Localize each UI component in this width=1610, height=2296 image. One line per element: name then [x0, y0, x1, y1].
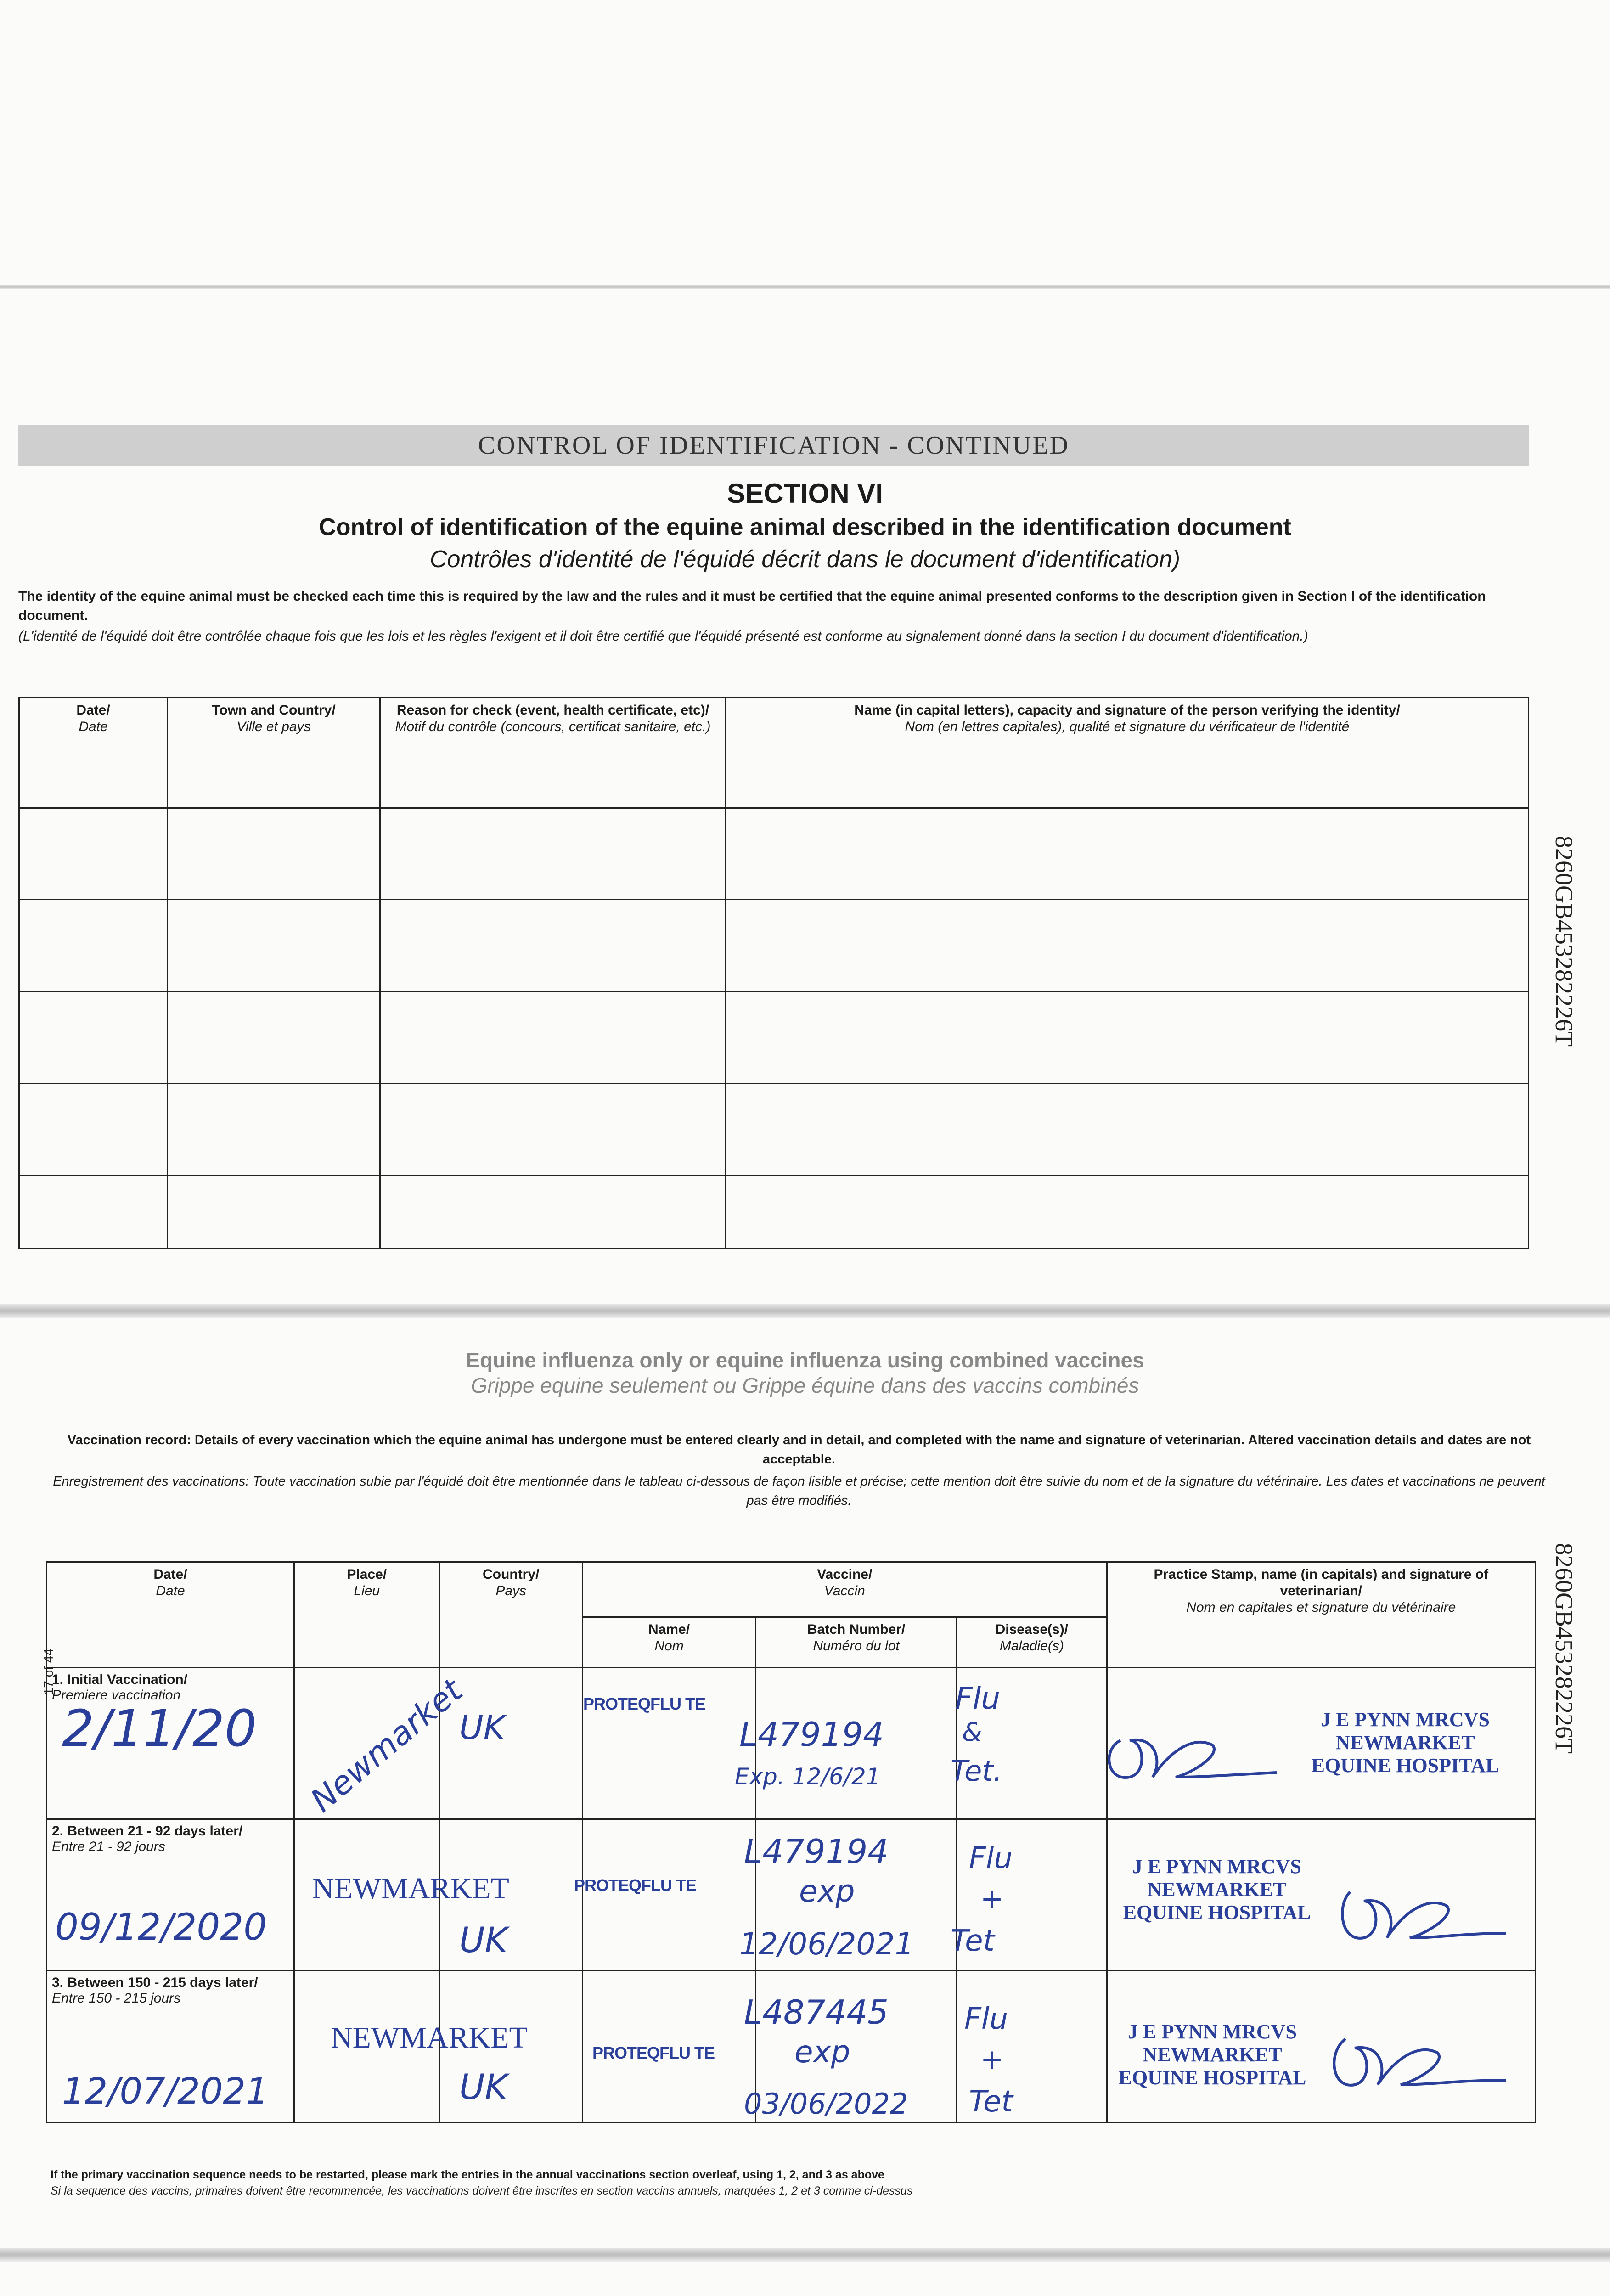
row1-disease-1: Flu [955, 1681, 1001, 1716]
row1-disease-2: & [962, 1717, 982, 1747]
row2-vaccine: PROTEQFLU TE [574, 1876, 696, 1895]
page-fold-bottom [0, 2248, 1610, 2262]
row2-expiry: 12/06/2021 [739, 1926, 914, 1962]
side-code-bottom: 8260GB453282226T [1550, 1543, 1578, 1754]
section-vii-title-en: Equine influenza only or equine influenza using combined vaccines [466, 1348, 1144, 1372]
table-row [19, 808, 1529, 900]
row2-batch: L479194 [744, 1832, 889, 1871]
row3-expiry-label: exp [794, 2034, 850, 2070]
row1-place: Newmarket [303, 1671, 470, 1820]
row1-batch: L479194 [739, 1715, 884, 1754]
section-vi-instruction-en: The identity of the equine animal must be checked each time this is required by the law and the rules and it must be certified that the equine animal presented conforms to the description given in Section I of the identification document. [18, 589, 1486, 623]
row1-date: 2/11/20 [62, 1699, 257, 1758]
row3-country: UK [459, 2066, 508, 2107]
row1-signature-icon [1093, 1708, 1286, 1800]
identity-check-table [18, 697, 1529, 1249]
row3-disease-2: + [980, 2043, 1004, 2076]
vcol-vaccine: Vaccine/ Vaccin [582, 1562, 1107, 1617]
section-vi-subtitle-en: Control of identification of the equine animal described in the identification document [319, 514, 1291, 540]
table-row [19, 900, 1529, 992]
vcol-name: Name/ Nom [582, 1617, 755, 1668]
section-vii-title-fr: Grippe equine seulement ou Grippe équine dans des vaccins combinés [471, 1373, 1139, 1397]
vcol-place: Place/ Lieu [294, 1562, 439, 1668]
footer-note-fr: Si la sequence des vaccins, primaires doivent être recommencée, les vaccinations doivent être inscrites en section vaccins annuels, marquées 1, 2 et 3 comme ci-dessus [51, 2184, 913, 2197]
col-verifier: Name (in capital letters), capacity and signature of the person verifying the identity/ Nom (en lettres capitales), qualité et signature du vérificateur de l'identité [726, 698, 1529, 808]
row2-disease-3: Tet [951, 1924, 995, 1958]
row2-practice-stamp: J E PYNN MRCVS NEWMARKET EQUINE HOSPITAL [1123, 1855, 1311, 1924]
vaccination-record-en: Vaccination record: Details of every vaccination which the equine animal has undergone must be entered clearly and in detail, and completed with the name and signature of veterinarian. Altered vaccination details and dates are not acceptable. [67, 1433, 1531, 1467]
section-vi-title: SECTION VI [726, 478, 884, 509]
row2-signature-icon [1332, 1864, 1515, 1956]
row2-disease-1: Flu [969, 1841, 1013, 1875]
page-fold-middle [0, 1304, 1610, 1318]
section-banner [18, 425, 1529, 466]
vcol-batch: Batch Number/ Numéro du lot [756, 1617, 957, 1668]
row3-label: 3. Between 150 - 215 days later/ Entre 150 - 215 jours [47, 1971, 294, 2122]
page-number: 17 of 44 [41, 1649, 56, 1695]
table-row [19, 992, 1529, 1084]
banner-text: CONTROL OF IDENTIFICATION - CONTINUED [478, 431, 1070, 460]
row2-date: 09/12/2020 [55, 1906, 267, 1948]
row2-country: UK [459, 1919, 508, 1960]
row2-expiry-label: exp [799, 1874, 855, 1909]
row2-place: NEWMARKET [312, 1872, 509, 1905]
col-reason: Reason for check (event, health certificate, etc)/ Motif du contrôle (concours, certificat sanitaire, etc.) [380, 698, 726, 808]
row1-expiry: Exp. 12/6/21 [735, 1763, 881, 1790]
vcol-date: Date/ Date [47, 1562, 294, 1668]
row3-date: 12/07/2021 [62, 2071, 269, 2112]
vcol-country: Country/ Pays [439, 1562, 582, 1668]
page-fold-top [0, 285, 1610, 289]
row3-disease-3: Tet [969, 2085, 1013, 2119]
row2-label: 2. Between 21 - 92 days later/ Entre 21 - 92 jours [47, 1819, 294, 1971]
vcol-stamp: Practice Stamp, name (in capitals) and signature of veterinarian/ Nom en capitales et signature du vétérinaire [1107, 1562, 1535, 1668]
row3-disease-1: Flu [964, 2002, 1008, 2036]
row1-country: UK [459, 1708, 505, 1747]
row1-vaccine: PROTEQFLU TE [583, 1694, 705, 1713]
col-date: Date/ Date [19, 698, 168, 808]
vaccination-record-fr: Enregistrement des vaccinations: Toute vaccination subie par l'équidé doit être mentionnée dans le tableau ci-dessous de façon lisible et précise; cette mention doit être suivie du nom et de la signature du vétérinaire. Les dates et vaccinations ne peuvent pas être modifiés. [53, 1474, 1545, 1508]
row1-label: 1. Initial Vaccination/ Premiere vaccination [47, 1668, 294, 1819]
row3-vaccine: PROTEQFLU TE [592, 2043, 715, 2062]
row1-practice-stamp: J E PYNN MRCVS NEWMARKET EQUINE HOSPITAL [1311, 1708, 1499, 1777]
col-town-country: Town and Country/ Ville et pays [168, 698, 380, 808]
table-row [19, 1176, 1529, 1249]
vcol-disease: Disease(s)/ Maladie(s) [957, 1617, 1107, 1668]
row1-disease-3: Tet. [951, 1754, 1002, 1788]
table-row [19, 1084, 1529, 1176]
footer-note-en: If the primary vaccination sequence needs to be restarted, please mark the entries in the annual vaccinations section overleaf, using 1, 2, and 3 as above [51, 2168, 884, 2181]
section-vi-subtitle-fr: Contrôles d'identité de l'équidé décrit dans le document d'identification) [429, 546, 1181, 573]
side-code-top: 8260GB453282226T [1550, 836, 1578, 1047]
row3-signature-icon [1323, 2011, 1515, 2103]
row2-disease-2: + [980, 1883, 1004, 1915]
row3-place: NEWMARKET [331, 2021, 528, 2054]
row3-practice-stamp: J E PYNN MRCVS NEWMARKET EQUINE HOSPITAL [1118, 2020, 1306, 2089]
section-vi-instruction-fr: (L'identité de l'équidé doit être contrôlée chaque fois que les lois et les règles l'exigent et il doit être certifié que l'équidé présenté est conforme au signalement donné dans la section I du document d'identification.) [18, 629, 1308, 644]
row3-expiry: 03/06/2022 [744, 2087, 908, 2121]
row3-batch: L487445 [744, 1993, 889, 2032]
